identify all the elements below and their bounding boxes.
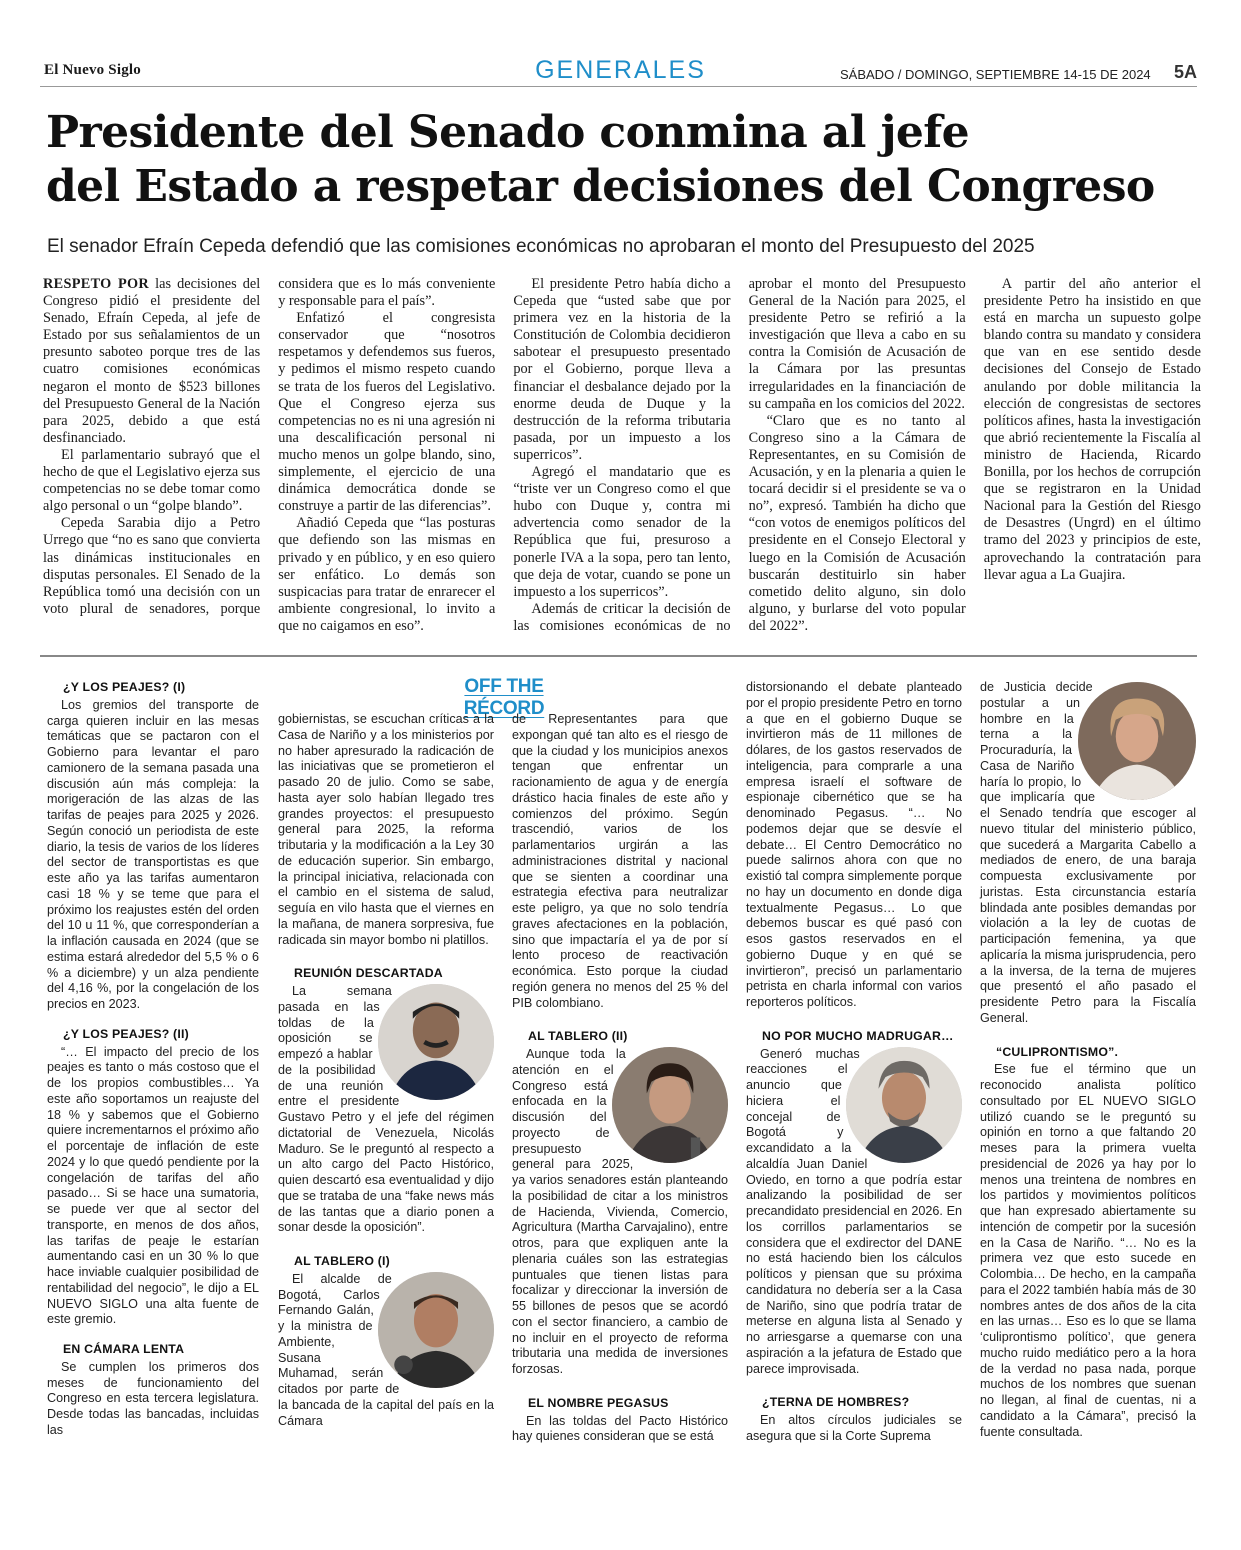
- item-text: de Representantes para que expongan qué tan alto es el riesgo de que la ciudad y los municipios anexos tengan que enfrentar un racionamiento de agua y de energía drástico hacia finales de este año y comienzos del próximo. Según trascendió, varios de los parlamentarios urgirán a las administraciones distrital y nacional que se sienten a coordinar una estrategia efectiva para neutralizar este peligro, ya que no solo tendría graves afectaciones en la población, sino que impactaría el ya de por sí lento proceso de reactivación económica. Esto porque la ciudad región genera no menos del 25 % del PIB colombiano.: [512, 712, 728, 1010]
- item-text: de Justicia decide postular a un hombre en la terna a la Procuraduría, la Casa de Nariño haría lo propio, lo que implicaría que el Senado tendría que escoger al nuevo titular del ministerio público, que sucederá a Margarita Cabello a mediados de enero, de una baraja compuesta exclusivamente por juristas. Esta circunstancia estaría blindada ante posibles demandas por violación a la ley de cuotas de participación femenina, ya que aplicaría la misma jurisprudencia, pero a la inversa, de la terna de mujeres que presentó el año pasado el presidente Petro para la Fiscalía General.: [980, 680, 1196, 1025]
- lead-in: RESPETO POR: [43, 276, 150, 292]
- article-paragraph: Añadió Cepeda que “las posturas que defiendo son las mismas en privado y en público, y en eso quiero ser enfático. Lo demás son suspicacias para tratar de enrarecer el ambiente congresional, lo invito a que no caigamos en eso”.: [278, 515, 496, 634]
- item-text: En altos círculos judiciales se asegura que si la Corte Suprema: [746, 1413, 962, 1443]
- item-text: Aunque toda la atención en el Congreso está enfocada en la discusión del proyecto de presupuesto general para 2025, ya varios senadores están planteando la posibilidad de citar a los ministros de Hacienda, Vivienda, Comercio, Agricultura (Martha Carvajalino), entre otros, para que expliquen ante la plenaria cuáles son las estrategias puntuales que tienen listas para focalizar y direccionar la inversión de 55 billones de pesos que se acordó con el sector financiero, a cambio de no incluir en el proyecto de reforma tributaria una medida de inversiones forzosas.: [512, 1047, 728, 1376]
- section-divider: [40, 655, 1197, 657]
- portrait-icon: [612, 1047, 728, 1163]
- oviedo-photo: [846, 1047, 962, 1163]
- galan-photo: [378, 1272, 494, 1388]
- otr-column-5: [980, 680, 1196, 1440]
- item-heading: EL NOMBRE PEGASUS: [528, 1395, 669, 1410]
- carvajalino-photo: [612, 1047, 728, 1163]
- item-heading: NO POR MUCHO MADRUGAR…: [762, 1028, 954, 1043]
- item-text: gobiernistas, se escuchan críticas a la Casa de Nariño y a los ministerios por no haber apresurado la radicación de las iniciativas que se prometieron el pasado 20 de julio. Como se sabe, hasta ayer solo habían llegado tres grandes proyectos: el presupuesto general para 2025, la reforma tributaria y la modificación a la Ley 30 de educación superior. Sin embargo, la principal iniciativa, relacionada con el cambio en el sistema de salud, seguía en vilo hasta que el viernes en la mañana, de manera sorpresiva, fue radicada sin mayor bombo ni platillos.: [278, 712, 494, 947]
- header-rule: [40, 86, 1197, 87]
- item-heading: REUNIÓN DESCARTADA: [294, 966, 443, 981]
- article-paragraph: A partir del año anterior el presidente Petro ha insistido en que está en marcha un supuesto golpe blando contra su mandato y considera que van en ese sentido desde decisiones del Consejo de Estado anulando por doble militancia la elección de congresistas de sectores políticos afines, hasta la investigación que abrió recientemente la Fiscalía al ministro de Hacienda, Ricardo Bonilla, por los hechos de corrupción que se registraron en la Unidad Nacional para la Gestión del Riesgo de Desastres (Ungrd) en el último tramo del 2023 y principios de este, aprovechando la contratación para llevar agua a La Guajira.: [983, 276, 1201, 583]
- item-heading: AL TABLERO (I): [294, 1254, 390, 1268]
- item-text: El alcalde de Bogotá, Carlos Fernando Galán, y la ministra de Ambiente, Susana Muhamad, serán citados por parte de la bancada de la capital del país en la Cámara: [278, 1271, 494, 1428]
- portrait-icon: [846, 1047, 962, 1163]
- item-text: Los gremios del transporte de carga quieren incluir en las mesas temáticas que se pactaron con el Gobierno para levantar el paro camionero de la semana pasada una discusión aún más compleja: la morigeración de las alzas de las tarifas de peajes para 2025 y 2026. Según conoció un periodista de este diario, la tesis de varios de los líderes del sector de transportistas es que este año ya las tarifas aumentaron casi 18 % y se teme que para el próximo los reajustes estén del orden del 10 u 11 %, que corresponderían a la inflación causada en 2024 (que se estima estará alrededor del 5,5 % o 6 % a diciembre) y un alza pendiente del 4,16 %, por la congelación de los precios en 2023.: [47, 697, 259, 1011]
- off-the-record-title: OFF THE RÉCORD: [463, 676, 545, 719]
- article-text: las decisiones del Congreso pidió el presidente del Senado, Efraín Cepeda, al jefe de Estado por sus señalamientos de un presunto saboteo porque tres de las cuatro comisiones económicas negaron el monto de $523 billones del Presupuesto General de la Nación para 2025, debido a que está desfinanciado.: [43, 276, 261, 446]
- item-heading: “CULIPRONTISMO”.: [996, 1044, 1119, 1059]
- item-text: Generó muchas reacciones el anuncio que hiciera el concejal de Bogotá y excandidato a la alcaldía Juan Daniel Oviedo, en torno a que podría estar analizando la posibilidad de ser precandidato presidencial en 2026. En los corrillos parlamentarios se considera que el exdirector del DANE no está haciendo bien los cálculos políticos y piensan que su próxima candidatura no debería ser a la Casa de Nariño, sino que podría tratar de meterse en alguna lista al Senado y no arriesgarse a quemarse con una aspiración a la jefatura de Estado que parece improvisada.: [746, 1046, 962, 1376]
- item-heading: ¿Y LOS PEAJES? (II): [63, 1026, 189, 1041]
- item-heading: ¿Y LOS PEAJES? (I): [63, 680, 186, 694]
- masthead: El Nuevo Siglo: [44, 62, 141, 78]
- article-paragraph: Además de criticar la decisión de las comisiones económicas de no aprobar el monto del Presupuesto General de la Nación para 2025, el presidente Petro se refirió a la investigación que lleva a cabo en su contra la Comisión de Acusación de la Cámara por las presuntas irregularidades en la financiación de su campaña en los comicios del 2022.: [513, 276, 966, 634]
- portrait-icon: [378, 1272, 494, 1388]
- cabello-photo: [1078, 682, 1196, 800]
- otr-column-1: [47, 680, 259, 1439]
- portrait-icon: [378, 984, 494, 1100]
- section-title: GENERALES: [535, 56, 706, 84]
- otr-column-2: [278, 712, 494, 1429]
- article-paragraph: Cepeda Sarabia dijo a Petro Urrego que “no es sano que convierta las dinámicas institucionales en disputas personales. El Senado de la República tomó una decisión con un voto plural de senadores, porque considera que es lo más conveniente y responsable para el país”.: [43, 276, 496, 617]
- portrait-icon: [1078, 682, 1196, 800]
- article-paragraph: El presidente Petro había dicho a Cepeda que “usted sabe que por primera vez en la historia de la Constitución de Colombia decidieron sabotear el presupuesto presentado por el Gobierno, porque lleva a financiar el desbalance dejado por la enorme deuda de Duque y la destrucción de la reforma tributaria pasada, por un impuesto a los superricos”.: [513, 276, 731, 463]
- item-heading: AL TABLERO (II): [528, 1029, 628, 1044]
- article-paragraph: Enfatizó el congresista conservador que “nosotros respetamos y defendemos sus fueros, y pedimos el mismo respeto cuando se trata de los fueros del Legislativo. Que el Congreso ejerza sus competencias no es ni una agresión ni una descalificación personal ni mucho menos un golpe blando, sino, simplemente, el ejercicio de una dinámica democrática donde se construye a partir de las diferencias”.: [278, 310, 496, 515]
- headline-line-1: Presidente del Senado conmina al jefe: [46, 107, 970, 158]
- item-text: La semana pasada en las toldas de la oposición se empezó a hablar de la posibilidad de una reunión entre el presidente Gustavo Petro y el jefe del régimen dictatorial de Venezuela, Nicolás Maduro. Se le preguntó al respecto a un alto cargo del Pacto Histórico, quien descartó esa eventualidad y dijo que se trataba de una “fake news más de las tantas que a diario ponen a sonar desde la oposición”.: [278, 984, 494, 1235]
- item-text: distorsionando el debate planteado por el propio presidente Petro en torno a que en el gobierno Duque se invirtieron más de 11 millones de dólares, de los gastos reservados de inteligencia, para comprarle a una empresa israelí el software de espionaje cibernético que se ha denominado Pegasus. “… No podemos dejar que se desvíe el debate… El Centro Democrático no puede salirnos ahora con que no existió tal compra simplemente porque no hay un documento en donde diga textualmente Pegasus… Lo que debemos buscar es qué pasó con esos gastos reservados en el gobierno Duque y en qué se invirtieron”, precisó un parlamentario petrista en charla informal con varios reporteros políticos.: [746, 680, 962, 1009]
- dateline: SÁBADO / DOMINGO, SEPTIEMBRE 14-15 DE 2024: [840, 67, 1151, 82]
- headline-line-2: del Estado a respetar decisiones del Congreso: [46, 161, 1155, 212]
- item-heading: EN CÁMARA LENTA: [63, 1342, 185, 1356]
- item-heading: ¿TERNA DE HOMBRES?: [762, 1395, 910, 1410]
- deck: El senador Efraín Cepeda defendió que las comisiones económicas no aprobaran el monto del Presupuesto del 2025: [47, 236, 1035, 257]
- item-text: Se cumplen los primeros dos meses de funcionamiento del Congreso en esta tercera legislatura. Desde todas las bancadas, incluidas las: [47, 1359, 259, 1437]
- otr-column-3: [512, 712, 728, 1445]
- item-text: En las toldas del Pacto Histórico hay quienes consideran que se está: [512, 1413, 728, 1444]
- article-paragraph: [43, 276, 260, 447]
- article-paragraph: El parlamentario subrayó que el hecho de que el Legislativo ejerza sus competencias no se debe tomar como algo personal o un “golpe blando”.: [43, 446, 261, 515]
- maduro-photo: [378, 984, 494, 1100]
- article-body: [43, 276, 1201, 642]
- item-text: “… El impacto del precio de los peajes es tanto o más costoso que el de los propios combustibles… Ya este año soportamos un reajuste del 18 % y sabemos que el Gobierno quiere incrementarnos el próximo año el porcentaje de inflación de este 2024 y lo que quedó pendiente por la congelación de tarifas del año pasado… Si se hace una sumatoria, se puede ver que al sector del transporte, en menos de dos años, las tarifas de peaje le estarían aumentando casi en un 30 % lo que hace inviable cualquier posibilidad de rentabilidad del negocio”, le dijo a EL NUEVO SIGLO una alta fuente de este gremio.: [47, 1044, 259, 1327]
- article-paragraph: “Claro que es no tanto al Congreso sino a la Cámara de Representantes, en su Comisión de Acusación, y en la plenaria a quien le tocará decidir si el presidente se va o no”, expresó. También ha dicho que “con votos de enemigos políticos del presidente en el Consejo Electoral y luego en la Comisión de Acusación buscarán destituirlo sin haber cometido delito alguno, sin dolo alguno, y burlarse del voto popular del 2022”.: [748, 412, 966, 634]
- headline: [46, 106, 1206, 214]
- otr-column-4: [746, 680, 962, 1445]
- page-number: 5A: [1174, 62, 1198, 82]
- item-text: Ese fue el término que un reconocido analista político consultado por EL NUEVO SIGLO utilizó cuando se le preguntó su opinión en torno a que faltando 20 meses para la primera vuelta presidencial de 2026 ya hay por lo menos una treintena de nombres en los partidos y movimientos políticos que han expresado abiertamente su intención de competir por la sucesión en la Casa de Nariño. “… No es la primera vez que esto sucede en Colombia… De hecho, en la campaña para el 2022 también había más de 30 nombres antes de dos años de la cita en las urnas… Eso es lo que se llama ‘culiprontismo político’, que genera mucho ruido mediático pero a la hora de la verdad no pasa nada, porque muchos de los nombres que suenan no llegan, al final de cuentas, ni a candidato a la Cámara”, precisó la fuente consultada.: [980, 1062, 1196, 1439]
- article-paragraph: Agregó el mandatario que es “triste ver un Congreso como el que hubo con Duque y, contra mi advertencia como senador de la República que fui, presuroso a ponerle IVA a la sopa, pero tan lento, que deja de votar, cuando se pone un impuesto a los superricos”.: [513, 464, 731, 600]
